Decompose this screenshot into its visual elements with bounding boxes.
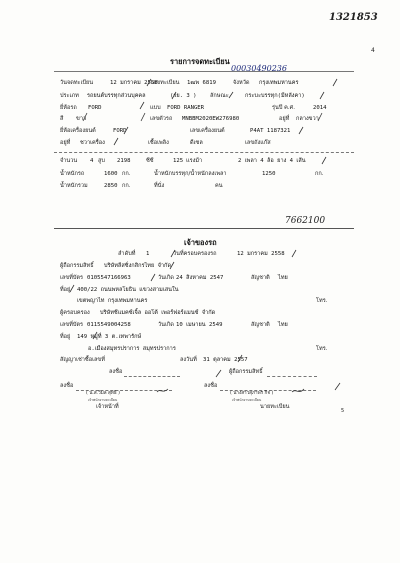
horsepower: 125 xyxy=(173,158,184,164)
model: FORD RANGER xyxy=(167,105,205,111)
owner-section-title: เจ้าของรถ xyxy=(184,238,217,247)
load-label: น้ำหนักบรรทุก/น้ำหนักลงเพลา xyxy=(154,171,227,177)
tick-mark-14 xyxy=(171,250,175,257)
tick-mark-3 xyxy=(229,92,233,98)
holder-nationality-label: สัญชาติ xyxy=(251,275,270,281)
possessor-birth-date: 10 เมษายน 2549 xyxy=(176,322,223,328)
cyl-unit: สูบ xyxy=(98,158,105,164)
signature-scribble-1 xyxy=(157,389,168,392)
model-year-label: รุ่นปี ค.ศ. xyxy=(272,105,296,111)
cyl-count: 4 xyxy=(90,158,94,164)
page-number: 4 xyxy=(371,47,375,54)
handwritten-code: 00030490236 xyxy=(231,64,287,73)
order-label: ลำดับที่ xyxy=(118,251,136,257)
holder-phone-label: โทร. xyxy=(316,298,328,304)
lease-label: สัญญาเช่าซื้อเลขที่ xyxy=(60,357,105,363)
order-number: 1 xyxy=(146,251,150,257)
engine-number: P4AT 1187321 xyxy=(250,128,291,134)
hp-unit: แรงม้า xyxy=(186,158,203,164)
vehicle-type: รถยนต์บรรทุกส่วนบุคคล xyxy=(87,93,146,99)
owner-sign-label: ผู้ถือกรรมสิทธิ์ xyxy=(229,369,263,375)
possess-date: 12 มกราคม 2558 xyxy=(237,251,285,257)
engine-pos-label: อยู่ที่ xyxy=(60,140,71,146)
registrar-sign-label: ลงชื่อ xyxy=(204,383,218,389)
cyl-count-label: จำนวน xyxy=(60,158,78,164)
province-label: จังหวัด xyxy=(233,80,250,86)
brand: FORD xyxy=(88,105,102,111)
chassis-label: เลขตัวรถ xyxy=(150,116,173,122)
engine-position: ชวาเครื่อง xyxy=(80,140,105,146)
gross-weight: 2850 xyxy=(104,183,118,189)
brand-label: ยี่ห้อรถ xyxy=(60,105,77,111)
possessor-address-line2: อ.เมืองสมุทรปราการ สมุทรปราการ xyxy=(88,346,176,352)
color: ขาว xyxy=(76,116,87,122)
possessor-birth-label: วันเกิด xyxy=(158,322,174,328)
cc-unit: ซีซี xyxy=(146,158,154,164)
bottom-page-number: 5 xyxy=(341,408,345,414)
load-unit: กก. xyxy=(315,171,324,177)
holder-label: ผู้ถือกรรมสิทธิ์ xyxy=(60,263,94,269)
tick-mark-6 xyxy=(83,113,87,121)
possessor-address-line1: 149 หมู่ที่ 3 ต.เทพารักษ์ xyxy=(77,334,142,340)
holder-address-line2: เขตพญาไท กรุงเทพมหานคร xyxy=(77,298,148,304)
model-year: 2014 xyxy=(313,105,327,111)
gross-unit: กก. xyxy=(122,183,131,189)
weight-unit: กก. xyxy=(122,171,131,177)
tick-mark-2 xyxy=(172,92,176,99)
officer-sign-label: ลงชื่อ xyxy=(60,383,74,389)
engine-brand: FORD xyxy=(113,128,127,134)
tick-mark-8 xyxy=(318,113,322,121)
possessor-nationality-label: สัญชาติ xyxy=(251,322,270,328)
tick-mark-15 xyxy=(292,250,296,257)
tick-mark-4 xyxy=(333,79,337,86)
tick-mark-21 xyxy=(216,370,221,377)
holder-name: บริษัทลีสซิ่งกสิกรไทย จำกัด xyxy=(104,263,172,269)
axle-wheel-tire: 2 เพลา 4 ล้อ ยาง 4 เส้น xyxy=(238,158,306,164)
possessor-id: 0115549004258 xyxy=(87,322,131,328)
reg-date: 12 มกราคม 2558 xyxy=(110,80,158,86)
holder-sign-label: ลงชื่อ xyxy=(109,369,123,375)
lease-date-label: ลงวันที่ xyxy=(180,357,197,363)
possessor-id-label: เลขที่บัตร xyxy=(60,322,84,328)
weight-label: น้ำหนักรถ xyxy=(60,171,85,177)
tick-mark-16 xyxy=(170,262,174,269)
tick-mark-1 xyxy=(147,79,151,86)
tick-mark-17 xyxy=(151,274,155,281)
tick-mark-18 xyxy=(70,285,74,292)
load-weight: 1250 xyxy=(262,171,276,177)
tick-mark-10 xyxy=(124,127,128,134)
chassis-number: MNBBM2020EW276980 xyxy=(182,116,240,122)
holder-birth-label: วันเกิด xyxy=(158,275,174,281)
tick-mark-12 xyxy=(114,138,118,145)
registrar-stamp-text: เจ้าพนักงานทะเบียน xyxy=(232,398,262,402)
possessor-addr-label: ที่อยู่ xyxy=(60,334,71,340)
vehicle-style: กระบะบรรทุก(มีหลังคา) xyxy=(245,93,305,99)
possessor-label: ผู้ครอบครอง xyxy=(60,310,90,316)
top-right-number: 1321853 xyxy=(329,12,378,23)
tick-mark-11 xyxy=(299,127,303,134)
tick-mark-13 xyxy=(322,157,326,164)
engine-cc: 2198 xyxy=(117,158,131,164)
gross-label: น้ำหนักรวม xyxy=(60,183,88,189)
holder-birth-date: 24 สิงหาคม 2547 xyxy=(176,275,224,281)
holder-addr-label: ที่อยู่ xyxy=(60,287,71,293)
possessor-nationality: ไทย xyxy=(278,322,288,328)
registrar-name: ( นางสาวสุภาพร กิจ ) xyxy=(230,391,274,396)
ledger-stamp: 7662100 xyxy=(285,216,326,226)
fuel-label: เชื้อเพลิง xyxy=(148,140,169,146)
model-label: แบบ xyxy=(150,105,161,111)
officer-name: ( น.ส.วิมล สุทธิ ) xyxy=(86,391,120,396)
officer-title: เจ้าหน้าที่ xyxy=(96,404,119,410)
registrar-title: นายทะเบียน xyxy=(260,404,290,410)
fuel: ดีเซล xyxy=(190,140,203,146)
province: กรุงเทพมหานคร xyxy=(259,80,299,86)
tick-mark-5 xyxy=(320,92,324,99)
tick-mark-19 xyxy=(93,332,97,339)
possess-date-label: วันที่ครอบครองรถ xyxy=(173,251,217,257)
tick-mark-20 xyxy=(238,355,242,362)
engine-no-label: เลขเครื่องยนต์ xyxy=(190,128,225,134)
seats-unit: คน xyxy=(215,183,223,189)
lease-date: 31 ตุลาคม 2557 xyxy=(203,357,248,363)
style-label: ลักษณะ xyxy=(210,93,229,99)
chassis-pos-label: อยู่ที่ xyxy=(279,116,290,122)
chassis-position: กลางขวา xyxy=(296,116,319,122)
type-label: ประเภท xyxy=(60,93,79,99)
vehicle-weight: 1600 xyxy=(104,171,118,177)
plate-number: 1ฒพ 6819 xyxy=(187,80,216,86)
color-label: สี xyxy=(60,116,64,122)
holder-nationality: ไทย xyxy=(278,275,288,281)
vehicle-type-code: (รย. 3 ) xyxy=(170,93,197,99)
tick-mark-9 xyxy=(140,102,144,109)
holder-id: 0105547166963 xyxy=(87,275,131,281)
gas-tank-label: เลขถังแก๊ส xyxy=(245,140,271,146)
tick-mark-7 xyxy=(141,113,145,121)
engine-brand-label: ยี่ห้อเครื่องยนต์ xyxy=(60,128,96,134)
possessor-phone-label: โทร. xyxy=(316,346,328,352)
possessor-name: บริษัทชีแมคซ์เจิ้ล ออโต้ เพอร์ฟอร์แมนซ์ จำกัด xyxy=(100,310,216,316)
page-title: รายการจดทะเบียน xyxy=(170,57,230,66)
signature-scribble-2 xyxy=(292,389,304,392)
officer-stamp-text: เจ้าพนักงานทะเบียน xyxy=(88,398,118,402)
seats-label: ที่นั่ง xyxy=(154,183,165,189)
reg-date-label: วันจดทะเบียน xyxy=(60,80,94,86)
plate-label: เลขทะเบียน xyxy=(151,80,180,86)
tick-mark-22 xyxy=(335,383,340,390)
holder-address-line1: 400/22 ถนนพหลโยธิน แขวงสามเสนใน xyxy=(77,287,179,293)
holder-id-label: เลขที่บัตร xyxy=(60,275,84,281)
